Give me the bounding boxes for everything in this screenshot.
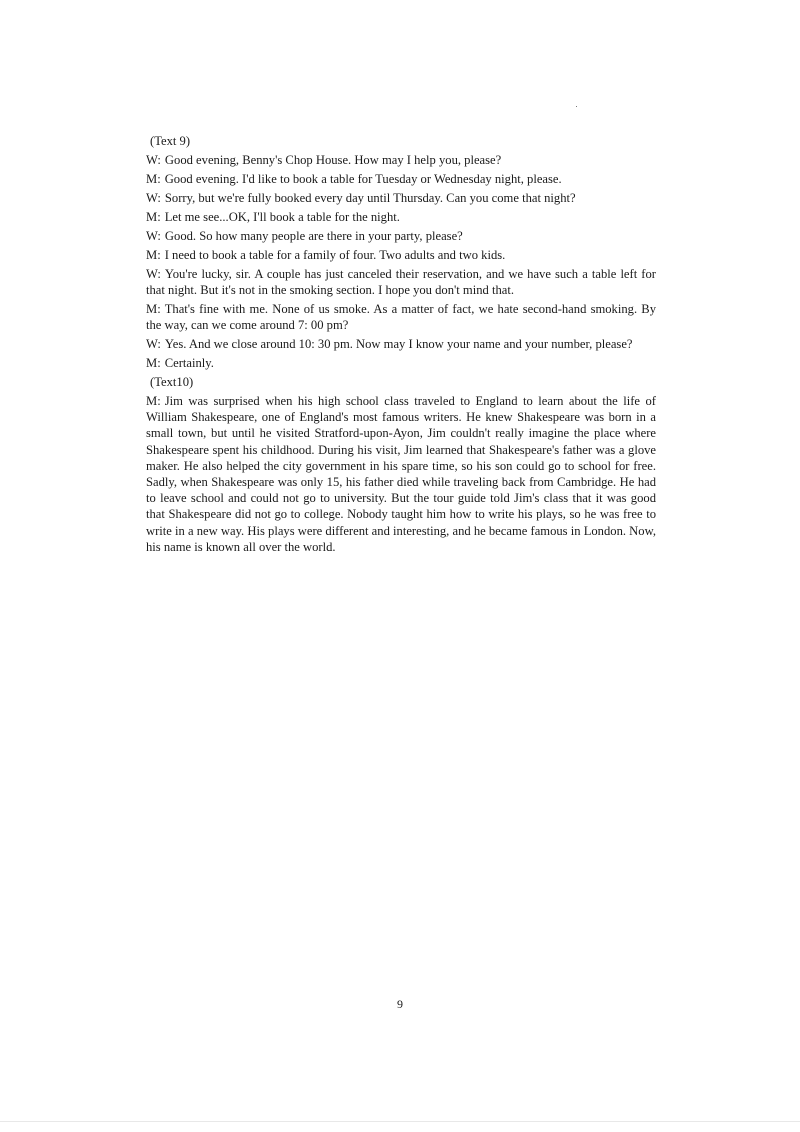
scan-speck bbox=[576, 106, 577, 107]
dialogue-text: Good. So how many people are there in your party, please? bbox=[164, 229, 463, 243]
speaker-label: M: bbox=[146, 394, 161, 408]
dialogue-text: Sorry, but we're fully booked every day until Thursday. Can you come that night? bbox=[164, 191, 576, 205]
dialogue-text: That's fine with me. None of us smoke. As a matter of fact, we hate second-hand smoking. By the way, can we come around 7: 00 pm? bbox=[146, 302, 656, 332]
dialogue-line bbox=[146, 209, 656, 225]
speaker-label: W: bbox=[146, 229, 161, 243]
dialogue-line bbox=[146, 171, 656, 187]
speaker-label: W: bbox=[146, 337, 161, 351]
speaker-label: W: bbox=[146, 267, 161, 281]
page-content bbox=[146, 133, 656, 555]
dialogue-line bbox=[146, 355, 656, 371]
dialogue-text: Good evening. I'd like to book a table for Tuesday or Wednesday night, please. bbox=[164, 172, 562, 186]
dialogue-line bbox=[146, 247, 656, 263]
speaker-label: M: bbox=[146, 302, 161, 316]
text9-heading: (Text 9) bbox=[150, 134, 191, 148]
dialogue-text: Yes. And we close around 10: 30 pm. Now may I know your name and your number, please? bbox=[164, 337, 633, 351]
speaker-label: M: bbox=[146, 248, 161, 262]
dialogue-line bbox=[146, 301, 656, 333]
dialogue-line bbox=[146, 336, 656, 352]
dialogue-line bbox=[146, 190, 656, 206]
dialogue-line bbox=[146, 266, 656, 298]
scan-edge bbox=[0, 1121, 800, 1122]
speaker-label: W: bbox=[146, 153, 161, 167]
text10-heading: (Text10) bbox=[150, 375, 194, 389]
dialogue-line bbox=[146, 152, 656, 168]
dialogue-text: You're lucky, sir. A couple has just canceled their reservation, and we have such a table left for that night. But it's not in the smoking section. I hope you don't mind that. bbox=[146, 267, 656, 297]
dialogue-text: I need to book a table for a family of four. Two adults and two kids. bbox=[164, 248, 506, 262]
monologue-text: Jim was surprised when his high school class traveled to England to learn about the life of William Shakespeare, one of England's most famous writers. He knew Shakespeare was born in a small town, but until he visited Stratford-upon-Ayon, Jim couldn't really imagine the place where Shakespeare spent his childhood. During his visit, Jim learned that Shakespeare's father was a glove maker. He also helped the city government in his spare time, so his son could go to school for free. Sadly, when Shakespeare was only 15, his father died while traveling back from Cambridge. He had to leave school and could not go to university. But the tour guide told Jim's class that it was good that Shakespeare did not go to college. Nobody taught him how to write his plays, so he was free to write in a new way. His plays were different and interesting, and he became famous in London. Now, his name is known all over the world. bbox=[146, 394, 656, 554]
speaker-label: M: bbox=[146, 356, 161, 370]
dialogue-text: Certainly. bbox=[164, 356, 214, 370]
speaker-label: M: bbox=[146, 172, 161, 186]
page-number: 9 bbox=[397, 997, 403, 1011]
speaker-label: W: bbox=[146, 191, 161, 205]
dialogue-line bbox=[146, 228, 656, 244]
speaker-label: M: bbox=[146, 210, 161, 224]
monologue-paragraph bbox=[146, 393, 656, 555]
dialogue-text: Let me see...OK, I'll book a table for the night. bbox=[164, 210, 400, 224]
dialogue-text: Good evening, Benny's Chop House. How may I help you, please? bbox=[164, 153, 502, 167]
